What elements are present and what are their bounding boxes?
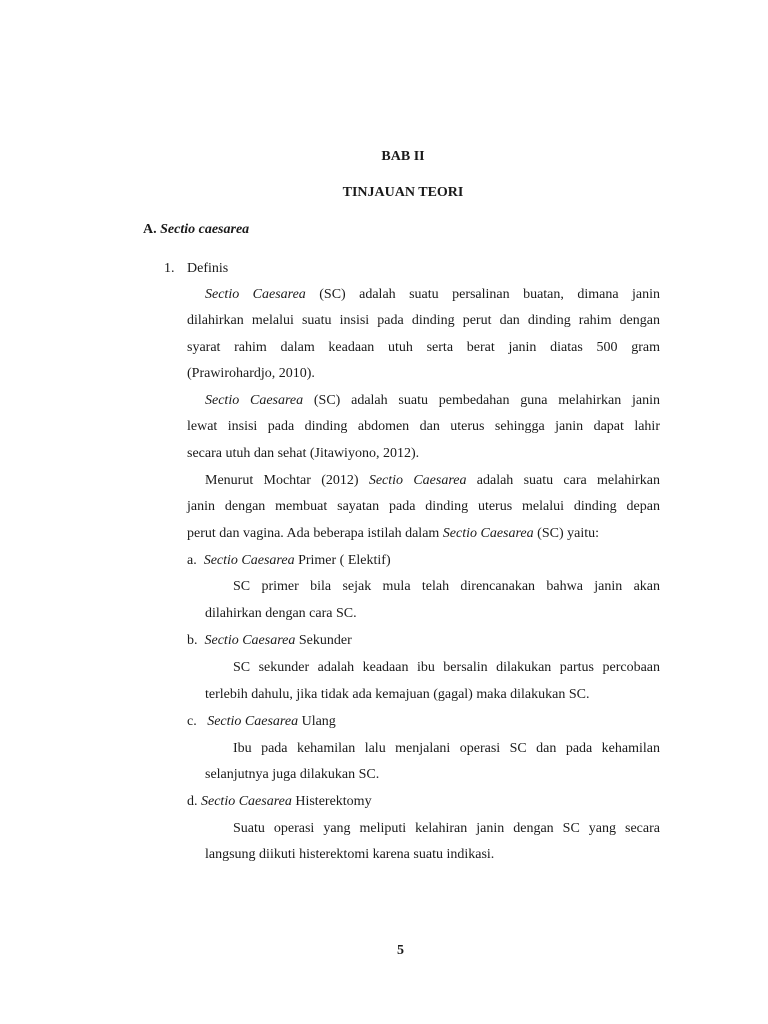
paragraph-3-line-1 bbox=[205, 474, 660, 488]
list-item-b-line-2: terlebih dahulu, jika tidak ada kemajuan (gagal) maka dilakukan SC. bbox=[205, 687, 590, 702]
paragraph-text: perut dan vagina. Ada beberapa istilah dalam bbox=[187, 526, 443, 541]
list-item-title: Primer ( Elektif) bbox=[294, 553, 391, 568]
italic-term: Sectio Caesarea bbox=[207, 714, 299, 729]
list-item-title: Ulang bbox=[298, 714, 336, 729]
list-item-a-heading bbox=[187, 554, 391, 568]
italic-term: Sectio Caesarea bbox=[204, 633, 296, 648]
paragraph-1-line-4: (Prawirohardjo, 2010). bbox=[187, 366, 315, 381]
subsection-number: 1. bbox=[164, 261, 175, 276]
list-letter: d. bbox=[187, 794, 198, 809]
paragraph-text: adalah suatu cara melahirkan bbox=[466, 473, 660, 488]
list-item-b-line-1: SC sekunder adalah keadaan ibu bersalin dilakukan partus percobaan bbox=[233, 660, 660, 675]
paragraph-1-line-1 bbox=[205, 288, 660, 302]
paragraph-text: Menurut Mochtar (2012) bbox=[205, 473, 369, 488]
paragraph-2-line-1 bbox=[205, 394, 660, 408]
list-item-c-line-1: Ibu pada kehamilan lalu menjalani operasi SC dan pada kehamilan bbox=[233, 741, 660, 756]
italic-term: Sectio Caesarea bbox=[201, 794, 292, 809]
chapter-heading: BAB II bbox=[381, 149, 425, 164]
list-item-c-line-2: selanjutnya juga dilakukan SC. bbox=[205, 767, 380, 782]
list-item-d-line-2: langsung diikuti histerektomi karena suatu indikasi. bbox=[205, 847, 495, 862]
list-item-a-line-1: SC primer bila sejak mula telah direncanakan bahwa janin akan bbox=[233, 579, 660, 594]
list-letter: a. bbox=[187, 553, 197, 568]
italic-term: Sectio Caesarea bbox=[368, 473, 467, 488]
italic-term: Sectio Caesarea bbox=[442, 526, 534, 541]
list-item-d-heading bbox=[187, 795, 372, 809]
chapter-title: TINJAUAN TEORI bbox=[342, 185, 464, 200]
paragraph-3-line-3 bbox=[187, 527, 599, 541]
list-item-c-heading bbox=[187, 715, 336, 729]
paragraph-text: (SC) adalah suatu persalinan buatan, dimana janin bbox=[305, 287, 660, 302]
list-letter: c. bbox=[187, 714, 197, 729]
italic-term: Sectio Caesarea bbox=[203, 553, 295, 568]
paragraph-text: (SC) adalah suatu pembedahan guna melahirkan janin bbox=[303, 393, 660, 408]
italic-term: Sectio Caesarea bbox=[205, 287, 306, 302]
section-title: Sectio caesarea bbox=[160, 222, 250, 237]
section-heading bbox=[143, 223, 249, 237]
page-number: 5 bbox=[397, 943, 404, 958]
paragraph-2-line-3: secara utuh dan sehat (Jitawiyono, 2012). bbox=[187, 446, 420, 461]
paragraph-1-line-2: dilahirkan melalui suatu insisi pada dinding perut dan dinding rahim dengan bbox=[187, 313, 660, 328]
list-item-b-heading bbox=[187, 634, 352, 648]
italic-term: Sectio Caesarea bbox=[205, 393, 304, 408]
paragraph-2-line-2: lewat insisi pada dinding abdomen dan uterus sehingga janin dapat lahir bbox=[187, 419, 660, 434]
subsection-title: Definis bbox=[187, 261, 229, 276]
list-item-title: Histerektomy bbox=[291, 794, 372, 809]
list-item-a-line-2: dilahirkan dengan cara SC. bbox=[205, 606, 357, 621]
paragraph-3-line-2: janin dengan membuat sayatan pada dinding uterus melalui dinding depan bbox=[187, 499, 660, 514]
paragraph-1-line-3: syarat rahim dalam keadaan utuh serta berat janin diatas 500 gram bbox=[187, 340, 660, 355]
list-item-d-line-1: Suatu operasi yang meliputi kelahiran janin dengan SC yang secara bbox=[233, 821, 660, 836]
paragraph-text: (SC) yaitu: bbox=[533, 526, 599, 541]
list-item-title: Sekunder bbox=[295, 633, 352, 648]
section-letter: A. bbox=[143, 222, 157, 237]
list-letter: b. bbox=[187, 633, 198, 648]
